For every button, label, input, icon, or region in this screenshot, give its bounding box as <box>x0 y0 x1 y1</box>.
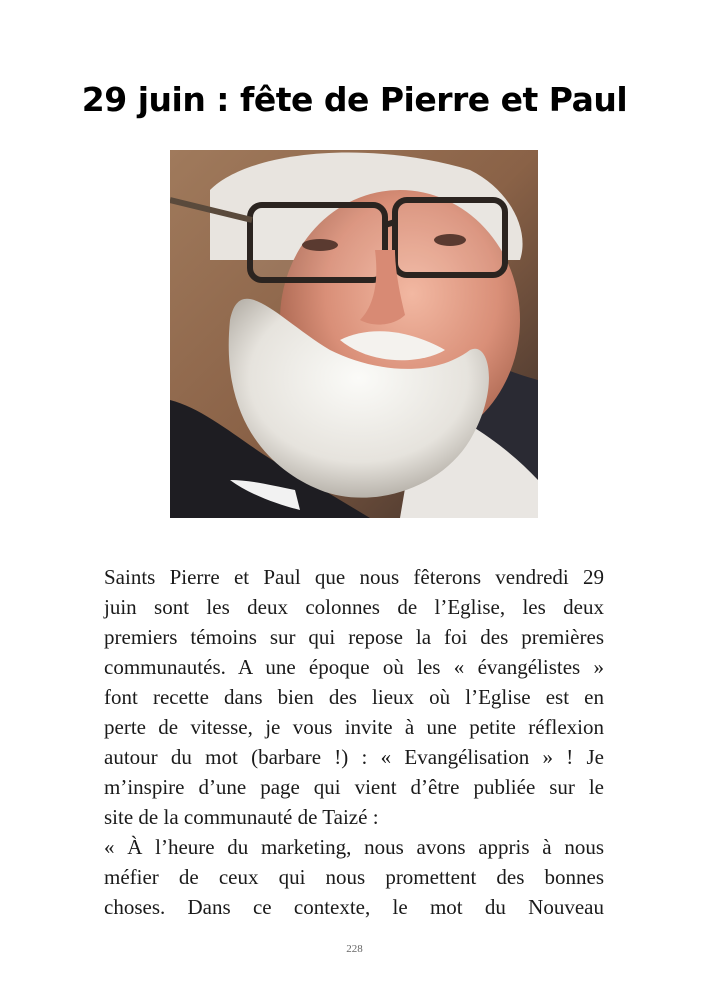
body-line: communautés. A une époque où les « évangélistes » <box>104 655 604 679</box>
body-line: m’inspire d’une page qui vient d’être publiée sur le <box>104 775 604 799</box>
body-line: méfier de ceux qui nous promettent des bonnes <box>104 865 604 889</box>
page-number: 228 <box>346 943 363 955</box>
body-line: Saints Pierre et Paul que nous fêterons vendredi 29 <box>104 565 604 589</box>
body-line: perte de vitesse, je vous invite à une petite réflexion <box>104 715 604 739</box>
body-line: choses. Dans ce contexte, le mot du Nouveau <box>104 895 604 919</box>
body-line: font recette dans bien des lieux où l’Eglise est en <box>104 685 604 709</box>
body-line: autour du mot (barbare !) : « Evangélisation » ! Je <box>104 745 604 769</box>
body-line: site de la communauté de Taizé : <box>104 805 379 829</box>
body-line: juin sont les deux colonnes de l’Eglise, les deux <box>104 595 604 619</box>
portrait-photo <box>170 150 538 518</box>
body-line: « À l’heure du marketing, nous avons appris à nous <box>104 835 604 859</box>
page-title: 29 juin : fête de Pierre et Paul <box>81 80 628 119</box>
body-line: premiers témoins sur qui repose la foi des premières <box>104 625 604 649</box>
body-text <box>104 562 604 922</box>
